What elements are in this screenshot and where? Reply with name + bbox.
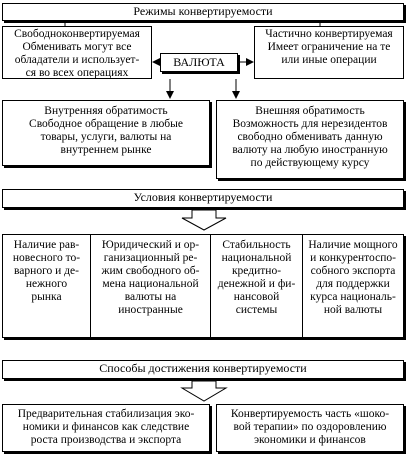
condition-line: курса националь-	[310, 291, 396, 303]
condition-line: жим свободного об-	[101, 265, 200, 277]
method-line: вой терапии» по оздоровлению	[233, 421, 387, 433]
condition-line: варного и де-	[14, 265, 79, 277]
free-convertible-title: Свободноконвертируемая	[14, 28, 140, 40]
condition-line: Юридический и ор-	[101, 239, 200, 251]
condition-line: системы	[235, 304, 278, 316]
condition-line: нансовой	[233, 291, 280, 303]
method-shock-therapy-box	[216, 404, 404, 452]
internal-convertibility-line: внутреннем рынке	[60, 144, 152, 156]
condition-line: и конкурентоспо-	[310, 252, 396, 264]
external-convertibility-line: Возможность для нерезидентов	[232, 118, 388, 130]
condition-line: рынка	[31, 291, 62, 303]
regimes-title: Режимы конвертируемости	[133, 4, 273, 18]
conditions-title-box	[2, 189, 404, 208]
condition-item	[91, 235, 211, 337]
method-line: роста производства и экспорта	[30, 434, 182, 446]
condition-line: собного экспорта	[310, 265, 396, 277]
method-line: Конвертируемость часть «шоко-	[230, 408, 390, 420]
condition-line: национальной	[221, 252, 292, 264]
free-convertible-line: Обменивать могут все	[22, 41, 132, 53]
method-line: экономики и финансов	[254, 434, 366, 446]
external-convertibility-line: по действующему курсу	[250, 157, 370, 169]
partial-convertible-box	[254, 26, 404, 79]
partial-convertible-line: Имеет ограничение на те	[267, 41, 391, 53]
partial-convertible-line: или иные операции	[281, 54, 377, 66]
external-convertibility-line: валюту на любую иностранную	[232, 144, 388, 156]
condition-line: кредитно-	[231, 265, 282, 277]
condition-line: Стабильность	[222, 239, 291, 251]
free-convertible-box	[2, 26, 152, 79]
condition-item	[211, 235, 303, 337]
block-arrow-methods	[182, 381, 226, 401]
free-convertible-line: ся во всех операциях	[25, 67, 129, 79]
free-convertible-line: обладатели и использует-	[14, 54, 140, 66]
condition-line: ной валюты	[323, 304, 383, 316]
methods-title-box	[2, 360, 404, 379]
internal-convertibility-box	[2, 100, 210, 166]
method-line: номики и финансов как следствие	[22, 421, 190, 433]
condition-line: новесного то-	[12, 252, 81, 264]
condition-line: валюты на	[124, 291, 177, 303]
condition-line: иностранные	[118, 304, 183, 316]
internal-convertibility-line: товары, услуги, валюты на	[40, 131, 172, 143]
partial-convertible-title: Частично конвертируемая	[265, 28, 393, 40]
block-arrow-conditions	[182, 210, 226, 230]
condition-line: для поддержки	[316, 278, 390, 290]
condition-item	[303, 235, 403, 337]
arrowhead-down-left	[166, 91, 174, 99]
regimes-title-box	[2, 3, 404, 21]
internal-convertibility-title: Внутренняя обратимость	[44, 105, 168, 117]
condition-line: денежной и фи-	[217, 278, 296, 290]
arrowhead-right	[246, 58, 254, 66]
conditions-grid	[2, 234, 404, 338]
method-line: Предварительная стабилизация эко-	[17, 408, 195, 420]
arrowhead-left	[152, 58, 160, 66]
external-convertibility-line: свободно обменивать данную	[237, 131, 383, 143]
methods-title: Способы достижения конвертируемости	[99, 361, 307, 375]
currency-label: ВАЛЮТА	[173, 55, 225, 69]
external-convertibility-title: Внешняя обратимость	[255, 105, 365, 117]
condition-line: Наличие рав-	[13, 239, 80, 251]
internal-convertibility-line: Свободное обращение в любые	[29, 118, 183, 130]
currency-box	[160, 53, 238, 72]
external-convertibility-box	[216, 100, 404, 179]
condition-line: ганизационный ре-	[103, 252, 198, 264]
condition-line: нежного	[25, 278, 68, 290]
condition-line: мена национальной	[102, 278, 199, 290]
condition-item	[3, 235, 91, 337]
conditions-title: Условия конвертируемости	[133, 190, 273, 204]
condition-line: Наличие мощного	[308, 239, 398, 251]
arrowhead-down-right	[232, 91, 240, 99]
method-stabilization-box	[2, 404, 210, 452]
